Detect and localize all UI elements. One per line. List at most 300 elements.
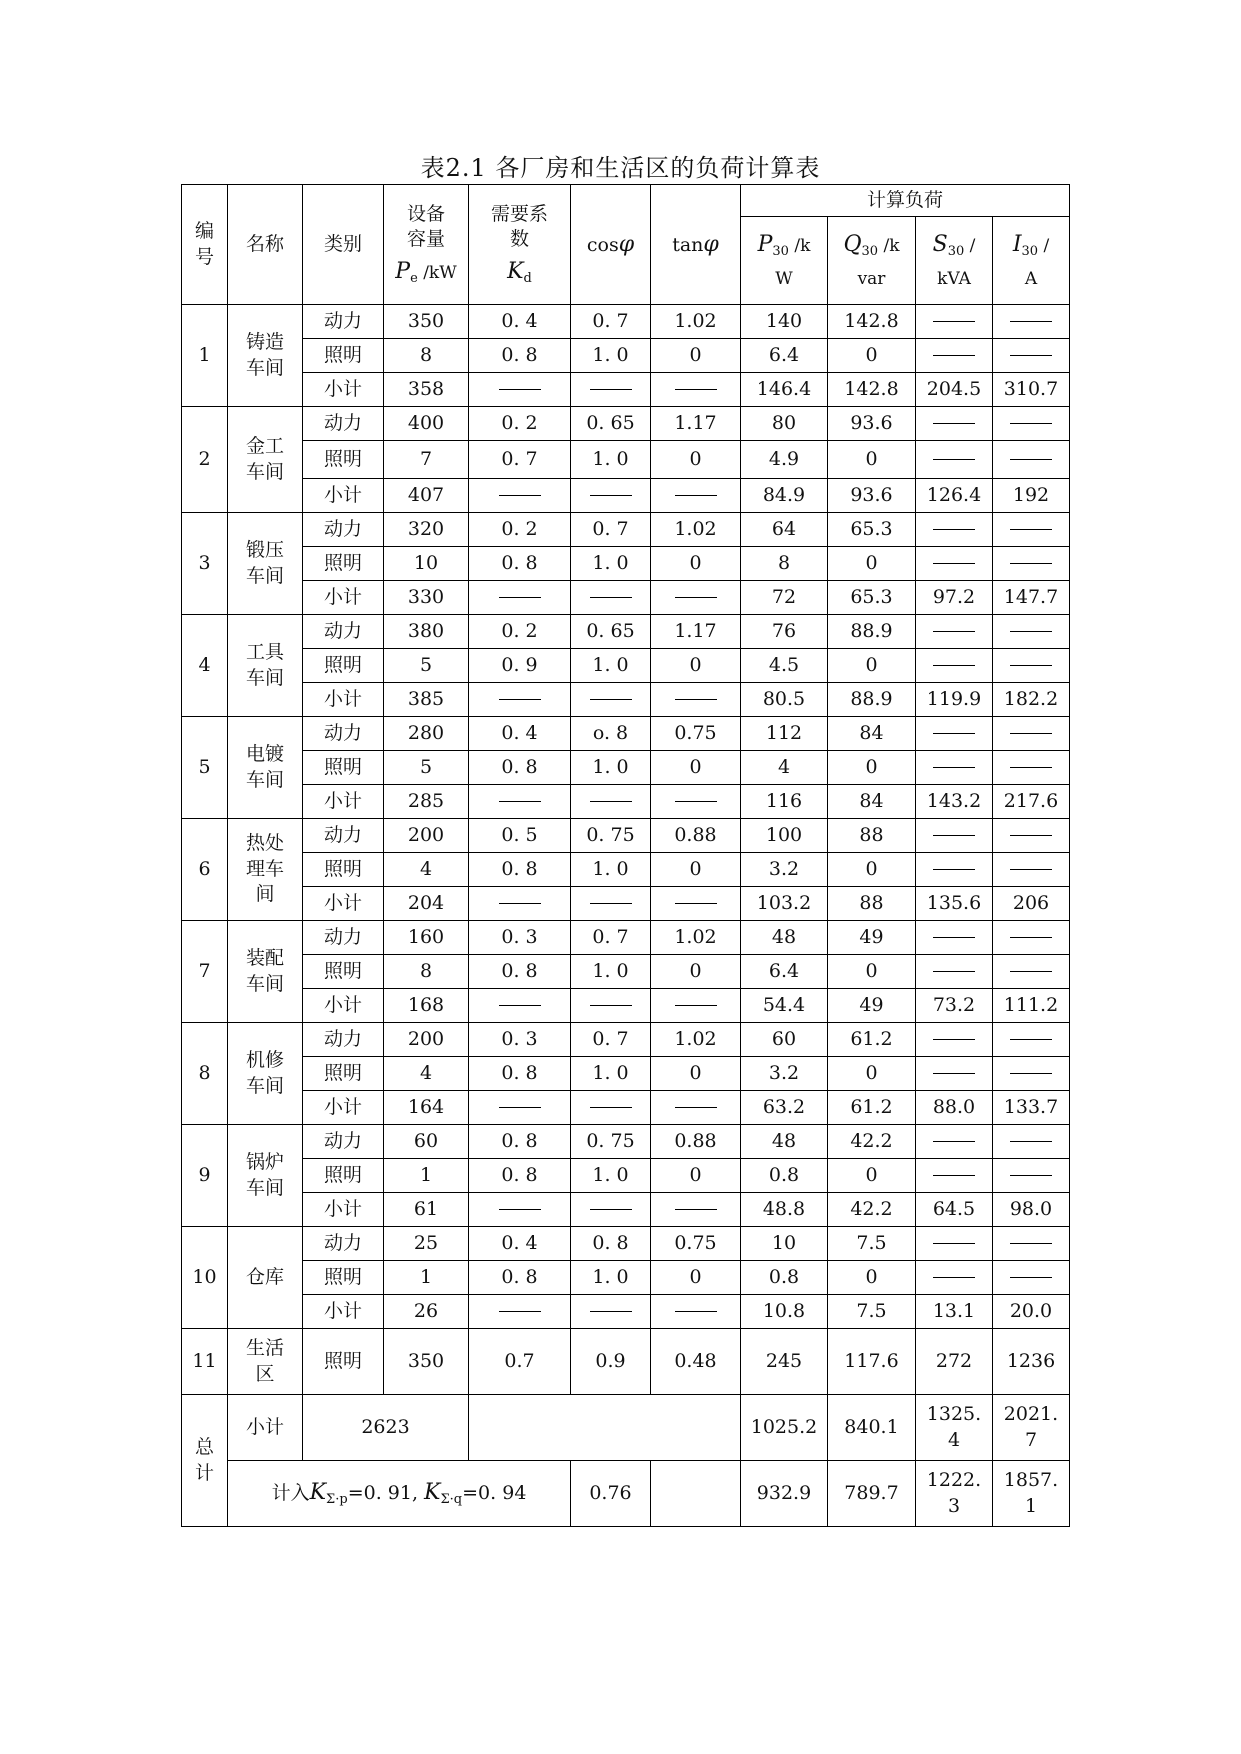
row-type: 小计 [303,785,384,819]
cell: 10 [741,1227,828,1261]
cell: 0 [651,955,741,989]
dash-mark [933,767,975,768]
dash-cell [916,513,993,547]
cell: 285 [384,785,469,819]
header-s30: $S_{30}$ / kVA [916,217,993,305]
dash-cell [651,581,741,615]
cell: 0. 2 [469,615,571,649]
row-type: 动力 [303,717,384,751]
dash-cell [993,955,1070,989]
cell: 400 [384,407,469,441]
cell: 84 [828,717,916,751]
cell: 65.3 [828,581,916,615]
cell: 0. 5 [469,819,571,853]
total-subtotal-s30: 1325. 4 [916,1395,993,1461]
row-type: 小计 [303,373,384,407]
dash-mark [1010,733,1052,734]
cell: 10.8 [741,1295,828,1329]
total-subtotal-label: 小计 [228,1395,303,1461]
cell: 0. 75 [571,1125,651,1159]
cell: 0.88 [651,819,741,853]
row-type: 动力 [303,407,384,441]
dash-mark [1010,767,1052,768]
dash-cell [916,1159,993,1193]
table-row [182,1057,1070,1091]
cell: 0. 8 [469,955,571,989]
row-type: 照明 [303,441,384,479]
group-name: 电镀 车间 [228,717,303,819]
dash-cell [571,1091,651,1125]
dash-cell [469,785,571,819]
dash-mark [499,903,541,904]
row-type: 动力 [303,1125,384,1159]
cell: 13.1 [916,1295,993,1329]
row-type: 照明 [303,1261,384,1295]
cell: 5 [384,649,469,683]
cell: 0.9 [571,1329,651,1395]
cell: 0. 8 [469,853,571,887]
dash-cell [651,683,741,717]
group-name: 热处 理车 间 [228,819,303,921]
dash-cell [916,921,993,955]
cell: 76 [741,615,828,649]
cell: 8 [741,547,828,581]
cell: 1.17 [651,615,741,649]
dash-cell [993,441,1070,479]
cell: 217.6 [993,785,1070,819]
dash-cell [993,1057,1070,1091]
cell: 407 [384,479,469,513]
total-subtotal-q30: 840.1 [828,1395,916,1461]
group-name: 装配 车间 [228,921,303,1023]
dash-mark [499,597,541,598]
dash-mark [1010,1141,1052,1142]
group-no: 2 [182,407,228,513]
dash-mark [933,1141,975,1142]
dash-cell [993,649,1070,683]
cell: 0. 8 [469,1261,571,1295]
dash-cell [993,305,1070,339]
cell: 0 [651,1261,741,1295]
dash-mark [1010,529,1052,530]
dash-cell [571,1295,651,1329]
cell: 160 [384,921,469,955]
dash-mark [499,495,541,496]
cell: 204 [384,887,469,921]
cell: 272 [916,1329,993,1395]
dash-mark [933,321,975,322]
group-name: 生活 区 [228,1329,303,1395]
cell: 72 [741,581,828,615]
dash-mark [1010,321,1052,322]
cell: 0. 4 [469,305,571,339]
total-adjusted-factors: 计入$K_{\Sigma\cdot p}=0$. 91, $K_{\Sigma\cdot q}=0$. 94 [228,1461,571,1527]
table-row [182,921,1070,955]
cell: 61.2 [828,1091,916,1125]
dash-mark [1010,563,1052,564]
cell: 164 [384,1091,469,1125]
dash-cell [571,373,651,407]
cell: 133.7 [993,1091,1070,1125]
dash-mark [675,699,717,700]
cell: 1. 0 [571,955,651,989]
cell: 380 [384,615,469,649]
dash-mark [933,1277,975,1278]
dash-cell [651,785,741,819]
cell: 4.5 [741,649,828,683]
cell: 100 [741,819,828,853]
dash-cell [571,1193,651,1227]
cell: 1. 0 [571,853,651,887]
cell: 0 [651,649,741,683]
cell: 84 [828,785,916,819]
dash-mark [590,597,632,598]
cell: 0. 65 [571,407,651,441]
dash-cell [993,819,1070,853]
cell: 111.2 [993,989,1070,1023]
cell: 0. 8 [469,751,571,785]
cell: 0.8 [741,1159,828,1193]
table-caption: 表2.1 各厂房和生活区的负荷计算表 [420,154,821,182]
dash-mark [675,801,717,802]
dash-mark [933,733,975,734]
group-name: 工具 车间 [228,615,303,717]
header-q30: $Q_{30}$ /k var [828,217,916,305]
cell: 65.3 [828,513,916,547]
dash-cell [469,479,571,513]
cell: 350 [384,305,469,339]
cell: 3.2 [741,853,828,887]
cell: 0. 8 [469,1159,571,1193]
header-i30: $I_{30}$ / A [993,217,1070,305]
cell: 1. 0 [571,1261,651,1295]
cell: 0. 9 [469,649,571,683]
group-name: 锅炉 车间 [228,1125,303,1227]
dash-mark [590,1209,632,1210]
dash-cell [916,819,993,853]
cell: 1. 0 [571,339,651,373]
dash-cell [993,407,1070,441]
cell: 310.7 [993,373,1070,407]
dash-cell [651,989,741,1023]
row-type: 小计 [303,581,384,615]
cell: 42.2 [828,1125,916,1159]
dash-cell [651,479,741,513]
cell: 4 [384,1057,469,1091]
cell: 358 [384,373,469,407]
cell: 61 [384,1193,469,1227]
cell: 0 [828,1261,916,1295]
dash-mark [1010,459,1052,460]
dash-mark [499,1209,541,1210]
dash-mark [1010,835,1052,836]
cell: 0 [828,441,916,479]
cell: 60 [741,1023,828,1057]
header-calculated-load: 计算负荷 [741,185,1070,217]
cell: 140 [741,305,828,339]
dash-cell [571,581,651,615]
row-type: 照明 [303,955,384,989]
dash-mark [1010,1243,1052,1244]
dash-mark [590,903,632,904]
cell: 1. 0 [571,547,651,581]
cell: 0. 2 [469,407,571,441]
cell: 0 [828,339,916,373]
dash-cell [469,1091,571,1125]
group-no: 9 [182,1125,228,1227]
cell: 126.4 [916,479,993,513]
row-type: 照明 [303,649,384,683]
cell: 192 [993,479,1070,513]
cell: 143.2 [916,785,993,819]
cell: 8 [384,955,469,989]
cell: 1. 0 [571,1159,651,1193]
cell: 0 [828,1057,916,1091]
load-calculation-table [181,184,1070,1527]
header-demand-factor: 需要系 数 $K_d$ [469,185,571,305]
table-row [182,479,1070,513]
cell: 204.5 [916,373,993,407]
table-row [182,615,1070,649]
header-p30: $P_{30}$ /k W [741,217,828,305]
cell: 116 [741,785,828,819]
dash-mark [590,1311,632,1312]
dash-cell [916,615,993,649]
cell: 0. 8 [571,1227,651,1261]
dash-cell [469,581,571,615]
row-type: 小计 [303,479,384,513]
cell: 1.02 [651,921,741,955]
table-row [182,373,1070,407]
cell: 1.02 [651,1023,741,1057]
cell: 0.48 [651,1329,741,1395]
dash-cell [916,955,993,989]
table-row [182,887,1070,921]
cell: 0. 65 [571,615,651,649]
dash-mark [1010,1073,1052,1074]
cell: 0 [651,1159,741,1193]
group-no: 3 [182,513,228,615]
group-no: 4 [182,615,228,717]
total-adjusted-s30: 1222. 3 [916,1461,993,1527]
table-row [182,1261,1070,1295]
dash-mark [933,1243,975,1244]
dash-cell [651,1091,741,1125]
cell: 3.2 [741,1057,828,1091]
cell: 照明 [303,1329,384,1395]
cell: 1. 0 [571,649,651,683]
cell: 0 [651,547,741,581]
cell: 8 [384,339,469,373]
dash-mark [675,903,717,904]
dash-cell [916,407,993,441]
empty-cell [651,1461,741,1527]
header-tan-phi: tanφ [651,185,741,305]
dash-mark [933,1175,975,1176]
table-row [182,1295,1070,1329]
total-adjusted-row [182,1461,1070,1527]
dash-cell [993,921,1070,955]
dash-mark [1010,1277,1052,1278]
cell: 0.75 [651,717,741,751]
cell: 0.88 [651,1125,741,1159]
cell: 103.2 [741,887,828,921]
cell: 88.9 [828,615,916,649]
cell: 112 [741,717,828,751]
table-row [182,305,1070,339]
dash-cell [916,1125,993,1159]
cell: 1 [384,1159,469,1193]
dash-mark [1010,423,1052,424]
cell: 0 [651,751,741,785]
dash-cell [571,479,651,513]
dash-mark [933,355,975,356]
cell: 10 [384,547,469,581]
cell: 0. 8 [469,1057,571,1091]
dash-mark [675,597,717,598]
cell: 200 [384,1023,469,1057]
cell: 1.02 [651,513,741,547]
cell: 0 [651,339,741,373]
dash-cell [916,547,993,581]
total-subtotal-p30: 1025.2 [741,1395,828,1461]
group-no: 8 [182,1023,228,1125]
row-type: 小计 [303,989,384,1023]
dash-cell [993,513,1070,547]
cell: 320 [384,513,469,547]
cell: 0. 3 [469,1023,571,1057]
dash-mark [675,389,717,390]
total-subtotal-capacity: 2623 [303,1395,469,1461]
cell: 88 [828,819,916,853]
cell: 93.6 [828,479,916,513]
row-type: 照明 [303,853,384,887]
cell: 84.9 [741,479,828,513]
table-row [182,683,1070,717]
cell: 147.7 [993,581,1070,615]
row-type: 动力 [303,1227,384,1261]
dash-mark [590,389,632,390]
group-name: 铸造 车间 [228,305,303,407]
row-type: 动力 [303,819,384,853]
cell: 0. 7 [571,513,651,547]
dash-mark [675,1107,717,1108]
cell: 0 [828,649,916,683]
cell: 20.0 [993,1295,1070,1329]
dash-cell [651,887,741,921]
dash-mark [933,423,975,424]
cell: 54.4 [741,989,828,1023]
dash-mark [675,1311,717,1312]
cell: 98.0 [993,1193,1070,1227]
dash-cell [571,989,651,1023]
row-type: 照明 [303,1159,384,1193]
empty-cell [469,1395,741,1461]
dash-mark [1010,665,1052,666]
cell: 0.75 [651,1227,741,1261]
dash-mark [933,563,975,564]
dash-mark [933,971,975,972]
dash-mark [499,801,541,802]
dash-cell [916,1057,993,1091]
cell: 330 [384,581,469,615]
dash-cell [571,785,651,819]
cell: 48.8 [741,1193,828,1227]
dash-cell [993,1125,1070,1159]
cell: 80 [741,407,828,441]
cell: 0 [651,853,741,887]
cell: 1.02 [651,305,741,339]
table-row [182,1125,1070,1159]
dash-cell [469,683,571,717]
row-type: 照明 [303,547,384,581]
cell: 0 [828,547,916,581]
cell: 0. 2 [469,513,571,547]
cell: 0 [651,1057,741,1091]
dash-mark [1010,631,1052,632]
cell: 0 [828,751,916,785]
total-adjusted-p30: 932.9 [741,1461,828,1527]
cell: 0. 75 [571,819,651,853]
dash-mark [1010,869,1052,870]
table-row [182,751,1070,785]
dash-mark [590,801,632,802]
cell: 7.5 [828,1227,916,1261]
dash-cell [916,1023,993,1057]
dash-mark [1010,937,1052,938]
table-row [182,339,1070,373]
dash-cell [571,887,651,921]
dash-mark [933,631,975,632]
dash-cell [916,1227,993,1261]
group-no: 1 [182,305,228,407]
header-no: 编 号 [182,185,228,305]
header-capacity: 设备 容量 $P_e$ /kW [384,185,469,305]
total-adjusted-q30: 789.7 [828,1461,916,1527]
living-area-row [182,1329,1070,1395]
table-row [182,717,1070,751]
cell: 88 [828,887,916,921]
dash-cell [916,853,993,887]
cell: 49 [828,921,916,955]
cell: o. 8 [571,717,651,751]
cell: 1. 0 [571,1057,651,1091]
dash-cell [993,1023,1070,1057]
cell: 1. 0 [571,441,651,479]
row-type: 照明 [303,339,384,373]
cell: 1. 0 [571,751,651,785]
group-no: 7 [182,921,228,1023]
cell: 93.6 [828,407,916,441]
cell: 142.8 [828,373,916,407]
dash-mark [1010,971,1052,972]
dash-mark [1010,355,1052,356]
row-type: 动力 [303,1023,384,1057]
header-cos-phi: cosφ [571,185,651,305]
dash-cell [469,373,571,407]
cell: 64 [741,513,828,547]
cell: 168 [384,989,469,1023]
cell: 64.5 [916,1193,993,1227]
cell: 0. 7 [469,441,571,479]
dash-cell [993,1227,1070,1261]
cell: 0.7 [469,1329,571,1395]
dash-cell [916,649,993,683]
table-row [182,1159,1070,1193]
cell: 0 [828,955,916,989]
cell: 42.2 [828,1193,916,1227]
dash-mark [933,1039,975,1040]
